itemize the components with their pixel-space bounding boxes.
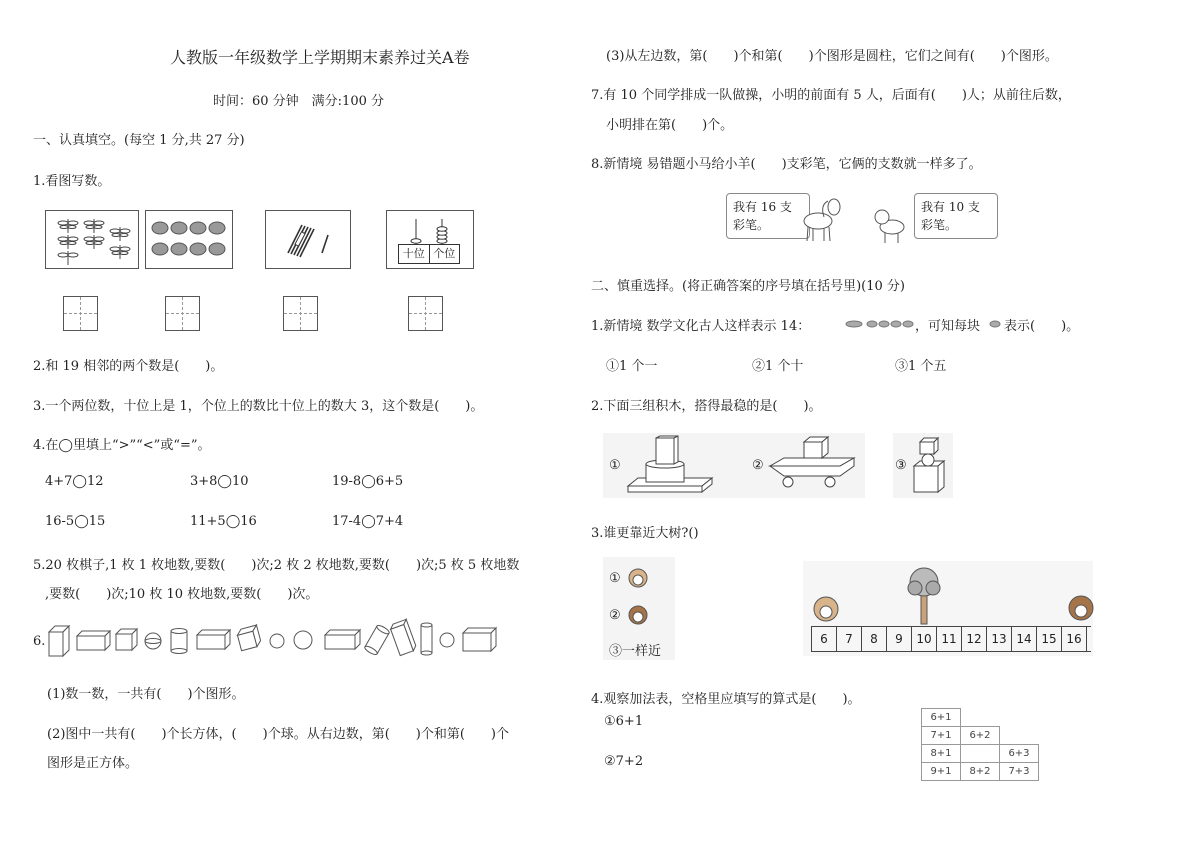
speech-text: 我有 16 支 [733, 200, 792, 214]
speech-text: 彩笔。 [921, 218, 958, 232]
question-1: 1.看图写数。 [33, 174, 111, 189]
question-6: 6. [33, 634, 46, 649]
monkey-icon [628, 568, 648, 588]
choice-2: 2.下面三组积木，搭得最稳的是( )。 [591, 399, 822, 414]
answer-box-2[interactable] [165, 296, 201, 332]
question-6-sub-2-line-1: (2)图中一共有( )个长方体，( )个球。从右边数，第( )个和第( )个 [47, 727, 509, 742]
abacus-tens-label: 十位 [399, 245, 430, 263]
blocks-set-3-icon [910, 436, 950, 498]
cube-icon [236, 625, 262, 651]
answer-box-1[interactable] [63, 296, 99, 332]
question-7-line-1: 7.有 10 个同学排成一队做操，小明的前面有 5 人，后面有( )人；从前往后数， [591, 88, 1071, 103]
sphere-icon [440, 633, 454, 647]
number-cell: 10 [912, 627, 937, 651]
table-cell: 7+3 [1000, 763, 1039, 781]
abacus-picture [386, 210, 474, 269]
number-cell: 16 [1062, 627, 1087, 651]
table-cell: 8+1 [922, 745, 961, 763]
cylinder-icon [364, 624, 391, 656]
choice-1-part-a: 1.新情境 数学文化古人这样表示 14： [591, 319, 811, 334]
number-line [811, 626, 1091, 652]
question-2: 2.和 19 相邻的两个数是( )。 [33, 359, 224, 374]
table-cell: 6+1 [922, 709, 961, 727]
number-cell: 8 [862, 627, 887, 651]
abacus-ones-label: 个位 [433, 247, 456, 260]
choice-option[interactable]: ①1 个一 [606, 359, 658, 374]
choice-option[interactable]: ③1 个五 [895, 359, 947, 374]
choice-option[interactable]: ① [609, 571, 621, 586]
cuboid-icon [49, 626, 69, 656]
choice-option[interactable]: ②7+2 [604, 754, 644, 769]
blocks-option-label[interactable]: ③ [895, 458, 907, 473]
question-4: 4.在◯里填上“>”“<”或“=”。 [33, 438, 211, 453]
blocks-option-label[interactable]: ② [752, 458, 764, 473]
number-cell: 11 [937, 627, 962, 651]
cuboid-icon [197, 630, 230, 649]
compare-item[interactable]: 4+7◯12 [45, 474, 104, 489]
table-cell: 8+2 [961, 763, 1000, 781]
stone-icon [146, 211, 232, 268]
question-6-sub-3: (3)从左边数，第( )个和第( )个图形是圆柱，它们之间有( )个图形。 [606, 49, 1058, 64]
number-cell: 13 [987, 627, 1012, 651]
cuboid-icon [389, 619, 417, 655]
speech-text: 我有 10 支 [921, 200, 980, 214]
choice-option[interactable]: ①6+1 [604, 714, 644, 729]
choice-4: 4.观察加法表，空格里应填写的算式是( )。 [591, 692, 861, 707]
stone-icon [990, 320, 1000, 328]
monkey-left-icon [812, 596, 840, 622]
choice-option[interactable]: ③一样近 [609, 644, 662, 659]
stones-picture [145, 210, 233, 269]
table-cell: 9+1 [922, 763, 961, 781]
question-3: 3.一个两位数，十位上是 1，个位上的数比十位上的数大 3，这个数是( )。 [33, 399, 484, 414]
blocks-set-2-icon [770, 436, 860, 496]
question-7-line-2: 小明排在第( )个。 [606, 118, 734, 133]
speech-bubble-lamb [914, 193, 998, 239]
blocks-option-label[interactable]: ① [609, 458, 621, 473]
page-title: 人教版一年级数学上学期期末素养过关A卷 [170, 48, 470, 67]
question-5-line-1: 5.20 枚棋子,1 枚 1 枚地数,要数( )次;2 枚 2 枚地数,要数( )次;5 枚 5 枚地数 [33, 558, 520, 573]
compare-item[interactable]: 16-5◯15 [45, 514, 106, 529]
cylinder-icon [421, 623, 432, 655]
section-2-heading: 二、慎重选择。(将正确答案的序号填在括号里)(10 分) [591, 279, 905, 294]
choice-1-part-c: 表示( )。 [1004, 319, 1080, 334]
number-cell: 7 [837, 627, 862, 651]
question-5-line-2: ,要数( )次;10 枚 10 枚地数,要数( )次。 [45, 587, 319, 602]
choice-option[interactable]: ② [609, 608, 621, 623]
choice-option[interactable]: ②1 个十 [752, 359, 804, 374]
number-cell: 12 [962, 627, 987, 651]
addition-table [921, 708, 1039, 781]
dragonfly-picture [45, 210, 139, 269]
speech-text: 彩笔。 [733, 218, 770, 232]
solid-shapes-row [47, 620, 507, 660]
compare-item[interactable]: 11+5◯16 [190, 514, 257, 529]
blocks-set-1-icon [628, 436, 718, 496]
question-6-sub-1: (1)数一数，一共有( )个图形。 [47, 687, 245, 702]
table-cell: 7+1 [922, 727, 961, 745]
cube-icon [116, 629, 137, 650]
question-6-sub-2-line-2: 图形是正方体。 [47, 756, 139, 771]
choice-1-part-b: ，可知每块 [915, 319, 981, 334]
sphere-icon [294, 631, 312, 649]
pony-icon [798, 195, 844, 243]
ancient-counting-stones-icon [846, 319, 916, 329]
sticks-picture [265, 210, 351, 269]
number-cell: 15 [1037, 627, 1062, 651]
dragonfly-icon [46, 211, 138, 268]
number-cell: 6 [812, 627, 837, 651]
answer-box-3[interactable] [283, 296, 319, 332]
section-1-heading: 一、认真填空。(每空 1 分,共 27 分) [33, 133, 245, 148]
exam-meta: 时间：60 分钟 满分:100 分 [213, 94, 384, 109]
compare-item[interactable]: 19-8◯6+5 [332, 474, 404, 489]
cuboid-icon [325, 630, 360, 649]
blank-cell[interactable] [961, 745, 1000, 763]
stick-bundle-icon [266, 211, 350, 268]
table-cell: 6+2 [961, 727, 1000, 745]
cylinder-icon [171, 629, 187, 654]
monkey-icon [628, 605, 648, 625]
answer-box-4[interactable] [408, 296, 444, 332]
question-8: 8.新情境 易错题小马给小羊( )支彩笔，它俩的支数就一样多了。 [591, 157, 982, 172]
number-cell: 14 [1012, 627, 1037, 651]
table-cell: 6+3 [1000, 745, 1039, 763]
choice-3: 3.谁更靠近大树?() [591, 526, 699, 541]
sphere-icon [145, 633, 161, 649]
tree-icon [905, 566, 943, 624]
lamb-icon [872, 205, 910, 245]
number-cell: 9 [887, 627, 912, 651]
cuboid-icon [463, 628, 496, 651]
compare-item[interactable]: 17-4◯7+4 [332, 514, 404, 529]
monkey-right-icon [1067, 594, 1095, 622]
cuboid-icon [77, 631, 110, 650]
sphere-icon [270, 634, 284, 648]
compare-item[interactable]: 3+8◯10 [190, 474, 249, 489]
